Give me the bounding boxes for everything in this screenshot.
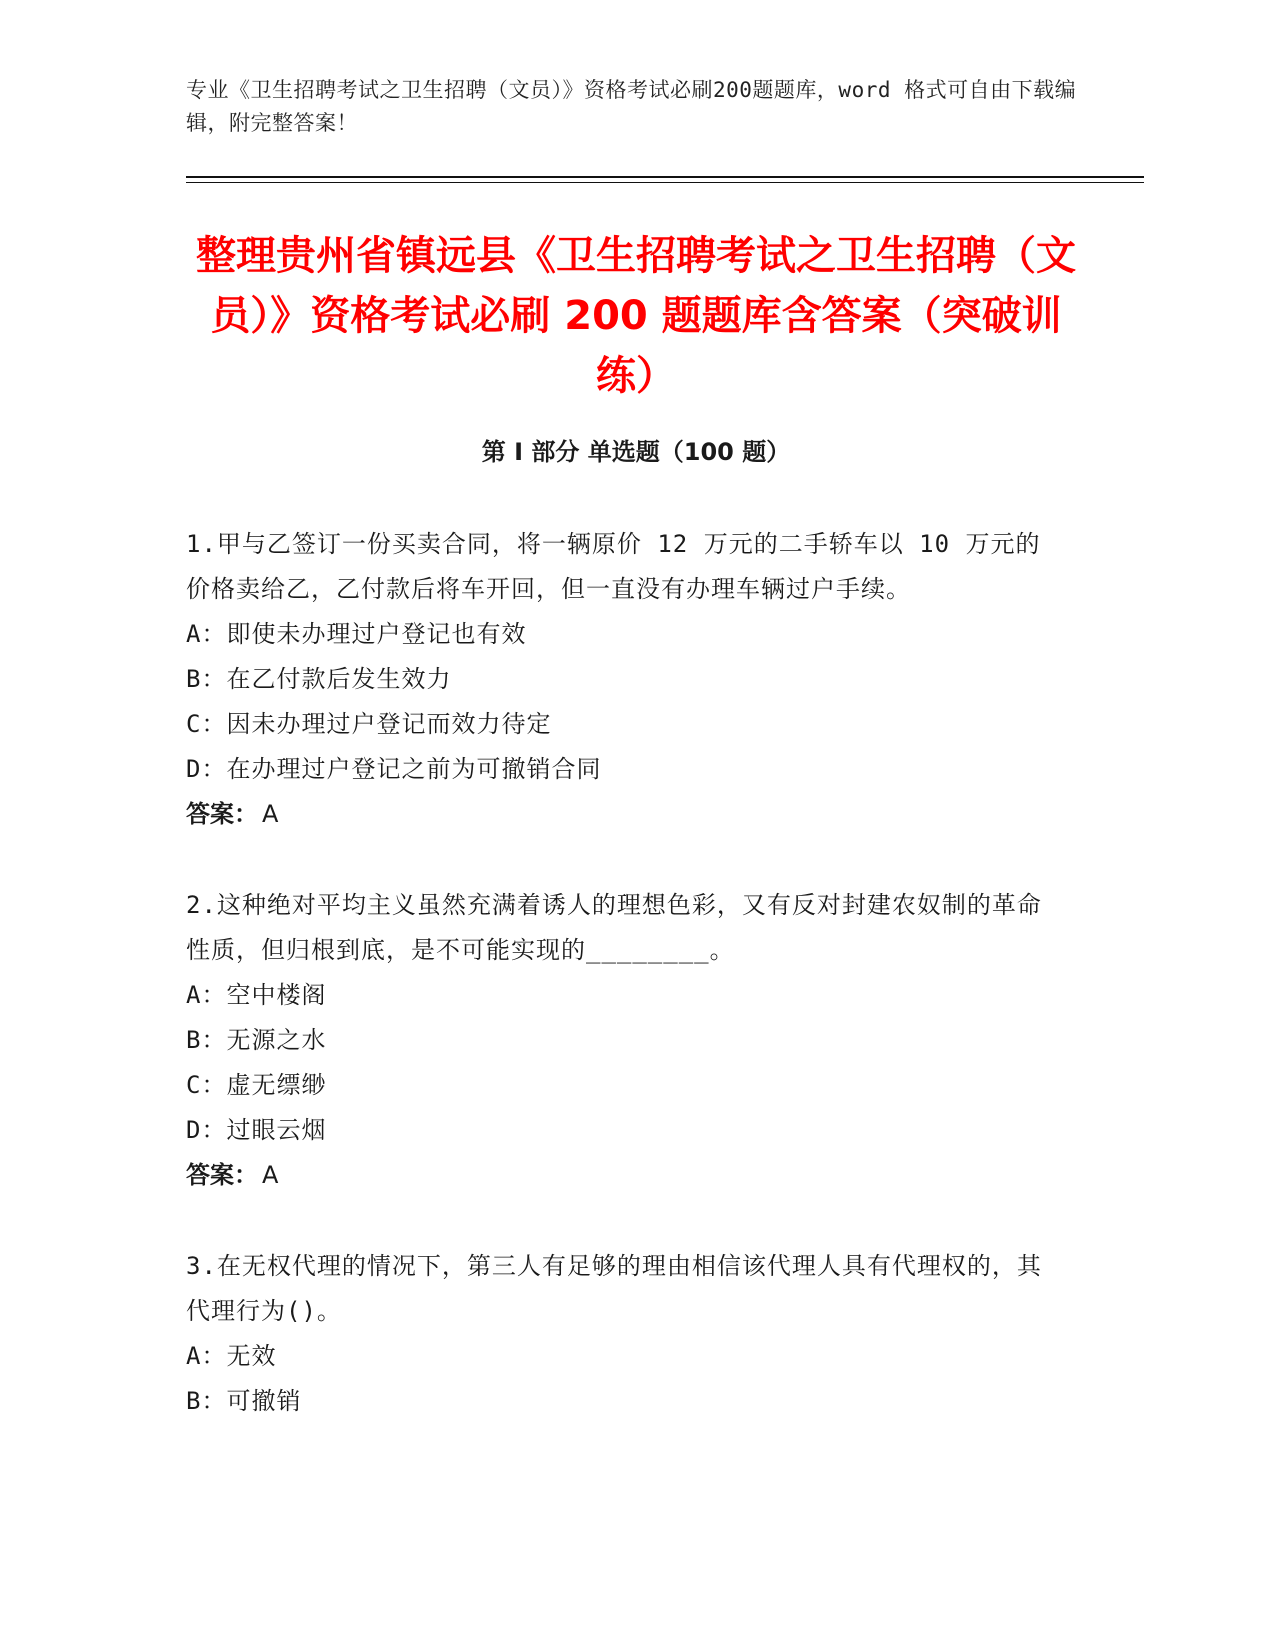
document-title: 整理贵州省镇远县《卫生招聘考试之卫生招聘（文员）》资格考试必刷 200 题题库含答案（突破训练） (196, 233, 1076, 399)
answer-line (186, 1153, 1056, 1198)
question-3 (186, 1244, 1056, 1424)
question-stem: 3.在无权代理的情况下，第三人有足够的理由相信该代理人具有代理权的，其代理行为()。 (186, 1252, 1042, 1325)
question-stem: 2.这种绝对平均主义虽然充满着诱人的理想色彩，又有反对封建农奴制的革命性质，但归根到底，是不可能实现的________。 (186, 891, 1042, 964)
section-title: 第 I 部分 单选题（100 题） (481, 438, 791, 466)
answer-value: A (262, 1161, 279, 1189)
option-b: B：在乙付款后发生效力 (186, 665, 452, 693)
option-a: A：空中楼阁 (186, 981, 327, 1009)
header-rule-thick (186, 176, 1144, 178)
option-d: D：在办理过户登记之前为可撤销合同 (186, 755, 602, 783)
header-rule-thin (186, 182, 1144, 183)
option-d: D：过眼云烟 (186, 1116, 327, 1144)
question-2 (186, 883, 1056, 1198)
question-list (186, 522, 1056, 1470)
answer-label: 答案： (186, 800, 258, 828)
question-1 (186, 522, 1056, 837)
option-c: C：因未办理过户登记而效力待定 (186, 710, 552, 738)
option-c: C：虚无缥缈 (186, 1071, 327, 1099)
header-note: 专业《卫生招聘考试之卫生招聘（文员）》资格考试必刷200题题库，word 格式可自由下载编辑，附完整答案！ (186, 78, 1077, 135)
option-a: A：无效 (186, 1342, 277, 1370)
option-b: B：可撤销 (186, 1387, 302, 1415)
option-b: B：无源之水 (186, 1026, 327, 1054)
answer-value: A (262, 800, 279, 828)
option-a: A：即使未办理过户登记也有效 (186, 620, 527, 648)
answer-label: 答案： (186, 1161, 258, 1189)
question-stem: 1.甲与乙签订一份买卖合同，将一辆原价 12 万元的二手轿车以 10 万元的价格卖给乙，乙付款后将车开回，但一直没有办理车辆过户手续。 (186, 530, 1041, 603)
answer-line (186, 792, 1056, 837)
